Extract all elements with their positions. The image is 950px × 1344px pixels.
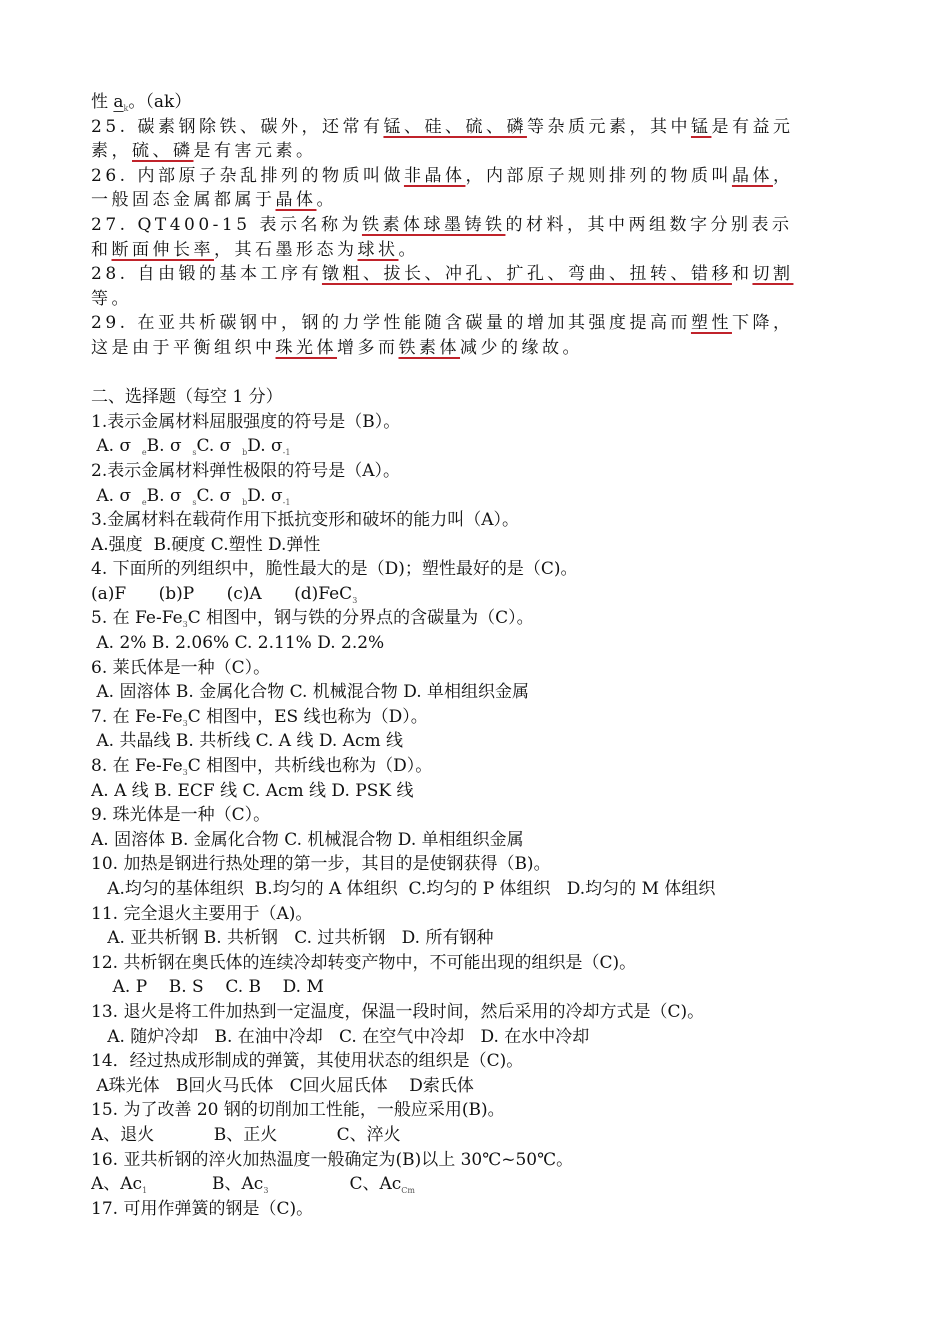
q4-options bbox=[91, 582, 861, 607]
q28-line1 bbox=[91, 262, 861, 287]
answer-underlined: 铁素体球墨铸铁 bbox=[361, 214, 506, 235]
q10-options: A.均匀的基体组织 B.均匀的 A 体组织 C.均匀的 P 体组织 D.均匀的 M 体组织 bbox=[91, 879, 716, 899]
subscript: 1 bbox=[142, 1186, 148, 1196]
q14: 14．经过热成形制成的弹簧，其使用状态的组织是（C)。 bbox=[91, 1051, 524, 1072]
answer-underlined: 锰、硅、硫、磷 bbox=[383, 116, 527, 137]
subscript: e bbox=[141, 448, 147, 458]
q1: 1.表示金属材料屈服强度的符号是（B）。 bbox=[91, 411, 401, 432]
text: 下降， bbox=[731, 313, 794, 334]
q13: 13. 退火是将工件加热到一定温度，保温一段时间，然后采用的冷却方式是（C)。 bbox=[91, 1001, 705, 1022]
answer-underlined: 晶体 bbox=[731, 165, 773, 186]
text: B、Ac bbox=[147, 1174, 264, 1195]
text: A、Ac bbox=[91, 1174, 143, 1195]
text: C 相图中，ES 线也称为（D）。 bbox=[187, 706, 428, 727]
q7 bbox=[91, 705, 861, 730]
text: ，其石墨形态为 bbox=[214, 239, 358, 260]
subscript: e bbox=[141, 497, 147, 507]
answer-underlined: 断面伸长率 bbox=[111, 239, 214, 260]
q1-options bbox=[91, 434, 861, 459]
text: ，内部原子规则排列的物质叫 bbox=[465, 165, 732, 186]
q7-options: A. 共晶线 B. 共析线 C. A 线 D. Acm 线 bbox=[91, 731, 404, 752]
text: 29. 在亚共析碳钢中，钢的力学性能随含碳量的增加其强度提高而 bbox=[91, 313, 691, 334]
q6: 6. 莱氏体是一种（C）。 bbox=[91, 657, 271, 678]
text: 等杂质元素，其中 bbox=[526, 116, 691, 137]
text: A. σ bbox=[91, 436, 142, 457]
q11-options: A. 亚共析钢 B. 共析钢 C. 过共析钢 D. 所有钢种 bbox=[91, 928, 494, 949]
q8-options: A. A 线 B. ECF 线 C. Acm 线 D. PSK 线 bbox=[91, 780, 414, 801]
answer-underlined: 塑性 bbox=[690, 313, 732, 334]
q27-line1 bbox=[91, 213, 861, 238]
subscript: k bbox=[123, 104, 129, 113]
q6-options: A. 固溶体 B. 金属化合物 C. 机械混合物 D. 单相组织金属 bbox=[91, 682, 530, 703]
subscript: 3 bbox=[352, 595, 358, 605]
answer-underlined: 晶体 bbox=[275, 190, 317, 211]
text: D. σ bbox=[247, 436, 283, 457]
answer-underlined: a bbox=[113, 92, 124, 112]
q29-line2 bbox=[91, 336, 861, 361]
answer-underlined: 硫、磷 bbox=[132, 141, 194, 162]
text: 和 bbox=[91, 239, 112, 260]
text: C 相图中，共析线也称为（D）。 bbox=[187, 756, 433, 777]
text: 这是由于平衡组织中 bbox=[91, 337, 276, 358]
text: C. σ bbox=[196, 436, 243, 457]
text: C 相图中，钢与铁的分界点的含碳量为（C）。 bbox=[187, 608, 534, 629]
text: 8. 在 Fe-Fe bbox=[91, 756, 183, 777]
q11: 11. 完全退火主要用于（A)。 bbox=[91, 903, 313, 924]
text: 26. 内部原子杂乱排列的物质叫做 bbox=[91, 165, 404, 186]
q4: 4. 下面所的列组织中，脆性最大的是（D)；塑性最好的是（C)。 bbox=[91, 559, 578, 580]
q13-options: A. 随炉冷却 B. 在油中冷却 C. 在空气中冷却 D. 在水中冷却 bbox=[91, 1026, 590, 1047]
q2: 2.表示金属材料弹性极限的符号是（A）。 bbox=[91, 460, 400, 481]
q12-options: A. P B. S C. B D. M bbox=[91, 977, 324, 998]
text: 是有害元素。 bbox=[193, 141, 317, 162]
subscript: 3 bbox=[182, 718, 188, 728]
text: 。（ak） bbox=[128, 92, 192, 112]
subscript: Cm bbox=[401, 1186, 415, 1196]
answer-underlined: 铁素体 bbox=[398, 337, 460, 358]
q29-line1 bbox=[91, 311, 861, 336]
q3: 3.金属材料在载荷作用下抵抗变形和破坏的能力叫（A）。 bbox=[91, 510, 519, 531]
subscript: 3 bbox=[182, 620, 188, 630]
text: 27. QT400-15 表示名称为 bbox=[91, 214, 362, 235]
q26-line1 bbox=[91, 164, 861, 189]
text: 一般固态金属都属于 bbox=[91, 190, 276, 211]
line-l0 bbox=[91, 90, 861, 115]
text: 。 bbox=[398, 239, 419, 260]
text: 性 bbox=[91, 92, 114, 112]
answer-underlined: 珠光体 bbox=[275, 337, 337, 358]
text: C、Ac bbox=[268, 1174, 402, 1195]
answer-underlined: 切割 bbox=[752, 264, 794, 285]
q2-options bbox=[91, 484, 861, 509]
subscript: 3 bbox=[182, 768, 188, 778]
q10: 10. 加热是钢进行热处理的第一步，其目的是使钢获得（B)。 bbox=[91, 854, 551, 875]
q17: 17. 可用作弹簧的钢是（C)。 bbox=[91, 1198, 314, 1219]
text: B. σ bbox=[146, 436, 193, 457]
subscript: -1 bbox=[282, 497, 291, 507]
subscript: s bbox=[192, 448, 197, 458]
text: (a)F (b)P (c)A (d)FeC bbox=[91, 583, 353, 604]
text: ， bbox=[772, 165, 794, 186]
answer-underlined: 锰 bbox=[690, 116, 712, 137]
q9: 9. 珠光体是一种（C）。 bbox=[91, 805, 271, 826]
document-content bbox=[91, 90, 861, 1221]
q15: 15. 为了改善 20 钢的切削加工性能，一般应采用(B)。 bbox=[91, 1100, 505, 1121]
q5-options: A. 2% B. 2.06% C. 2.11% D. 2.2% bbox=[91, 633, 385, 654]
text: B. σ bbox=[146, 485, 193, 506]
answer-underlined: 镦粗、拔长、冲孔、扩孔、弯曲、扭转、错移 bbox=[321, 264, 732, 285]
text: 素， bbox=[91, 141, 132, 162]
subscript: -1 bbox=[282, 448, 291, 458]
q9-options: A. 固溶体 B. 金属化合物 C. 机械混合物 D. 单相组织金属 bbox=[91, 829, 524, 850]
text: 28. 自由锻的基本工序有 bbox=[91, 264, 322, 285]
spacer bbox=[91, 361, 861, 386]
q16-options bbox=[91, 1172, 861, 1197]
q12: 12. 共析钢在奥氏体的连续冷却转变产物中，不可能出现的组织是（C)。 bbox=[91, 952, 637, 973]
subscript: s bbox=[192, 497, 197, 507]
text: 增多而 bbox=[337, 337, 399, 358]
q27-line2 bbox=[91, 238, 861, 263]
text: 。 bbox=[316, 190, 337, 211]
text: 5. 在 Fe-Fe bbox=[91, 608, 183, 629]
q26-line2 bbox=[91, 188, 861, 213]
text: 和 bbox=[731, 264, 753, 285]
text: A. σ bbox=[91, 485, 142, 506]
text: 等。 bbox=[91, 288, 132, 309]
text: D. σ bbox=[247, 485, 283, 506]
subscript: b bbox=[242, 448, 248, 458]
q14-options: A珠光体 B回火马氏体 C回火屈氏体 D索氏体 bbox=[91, 1075, 474, 1096]
answer-underlined: 球状 bbox=[357, 239, 399, 260]
text: C. σ bbox=[196, 485, 243, 506]
text: 的材料，其中两组数字分别表示 bbox=[505, 214, 793, 235]
q25-line1 bbox=[91, 115, 861, 140]
q16: 16. 亚共析钢的淬火加热温度一般确定为(B)以上 30℃~50℃。 bbox=[91, 1149, 574, 1170]
text: 是有益元 bbox=[711, 116, 794, 137]
q5 bbox=[91, 606, 861, 631]
q8 bbox=[91, 754, 861, 779]
subscript: 3 bbox=[263, 1186, 269, 1196]
subscript: b bbox=[242, 497, 248, 507]
q25-line2 bbox=[91, 139, 861, 164]
text: 减少的缘故。 bbox=[460, 337, 583, 358]
answer-underlined: 非晶体 bbox=[403, 165, 466, 186]
text: 25. 碳素钢除铁、碳外，还常有 bbox=[91, 116, 384, 137]
q3-options: A.强度 B.硬度 C.塑性 D.弹性 bbox=[91, 534, 321, 555]
text: 7. 在 Fe-Fe bbox=[91, 706, 183, 727]
section-heading: 二、选择题（每空 1 分） bbox=[91, 387, 283, 408]
q28-line2 bbox=[91, 287, 861, 312]
q15-options: A、退火 B、正火 C、淬火 bbox=[91, 1124, 401, 1145]
